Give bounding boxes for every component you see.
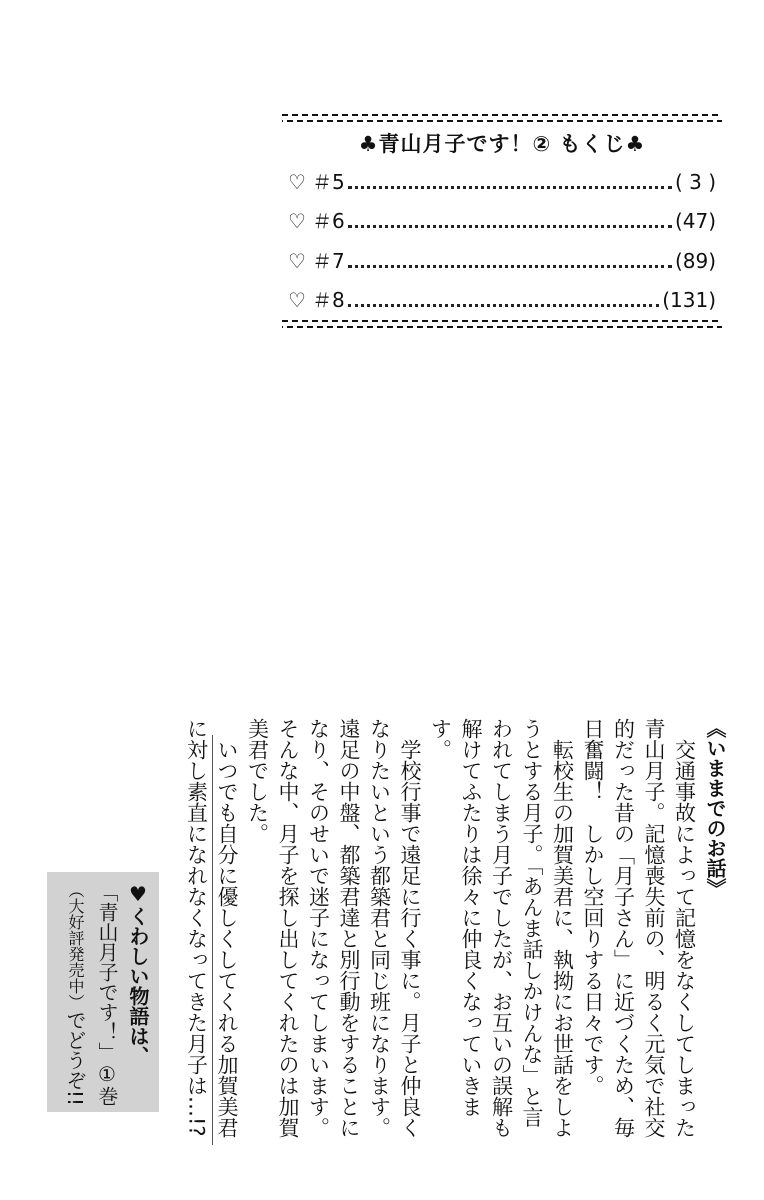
toc-leader-dots bbox=[348, 251, 672, 268]
toc-leader-dots bbox=[348, 290, 659, 307]
story-summary bbox=[184, 718, 730, 1148]
info-line bbox=[59, 882, 91, 1107]
summary-heading: 《いままでのお話》 bbox=[703, 718, 727, 898]
toc-entry bbox=[288, 166, 716, 196]
info-box-text bbox=[57, 882, 153, 1107]
toc-title: ♣青山月子です！② もくじ♣ bbox=[358, 132, 646, 156]
summary-paragraph: いつでも自分に優しくしてくれる加賀美君に対し素直になれなくなってきた月子は…!? bbox=[184, 718, 239, 1138]
toc-entry bbox=[288, 284, 716, 314]
heart-icon: ♡ bbox=[288, 249, 306, 273]
info-line: 「青山月子です！」①巻 bbox=[95, 882, 119, 1106]
toc-entry bbox=[288, 205, 716, 235]
summary-paragraph: 転校生の加賀美君に、執拗にお世話をしようとする月子。「あんま話しかけんな」と言われてしまう月子でしたが、お互いの誤解も解けてふたりは徐々に仲良くなっていきます。 bbox=[428, 718, 575, 1138]
toc-entry bbox=[288, 245, 716, 275]
summary-paragraph: 学校行事で遠足に行く事に。月子と仲良くなりたいという都築君と同じ班になります。遠足の中盤、都築君達と別行動をすることになり、そのせいで迷子になってしまいます。そんな中、月子を探し出してくれたのは加賀美君でした。 bbox=[245, 718, 422, 1138]
toc-chapter: ＃8 bbox=[312, 288, 345, 312]
info-line-rest: でどうぞ!! bbox=[63, 1010, 87, 1107]
table-of-contents bbox=[282, 112, 722, 332]
heart-icon: ♡ bbox=[288, 209, 306, 233]
toc-leader-dots bbox=[348, 211, 672, 228]
toc-leader-dots bbox=[348, 172, 672, 189]
toc-page: (89) bbox=[674, 249, 716, 273]
toc-chapter: ＃6 bbox=[312, 209, 345, 233]
summary-paragraph: 交通事故によって記憶をなくしてしまった青山月子。記憶喪失前の、明るく元気で社交的だった昔の「月子さん」に近づくため、毎日奮闘！ しかし空回りする日々です。 bbox=[581, 718, 697, 1138]
info-note: （大好評発売中） bbox=[66, 882, 85, 1010]
decorative-border-top bbox=[282, 112, 722, 124]
toc-page: ( 3 ) bbox=[674, 170, 716, 194]
toc-chapter: ＃7 bbox=[312, 249, 345, 273]
info-line: ♥くわしい物語は、 bbox=[126, 882, 150, 1066]
heart-icon: ♡ bbox=[288, 288, 306, 312]
heart-icon: ♡ bbox=[288, 170, 306, 194]
toc-page: (47) bbox=[674, 209, 716, 233]
toc-chapter: ＃5 bbox=[312, 170, 345, 194]
decorative-border-bottom bbox=[282, 318, 722, 330]
toc-page: (131) bbox=[662, 288, 716, 312]
